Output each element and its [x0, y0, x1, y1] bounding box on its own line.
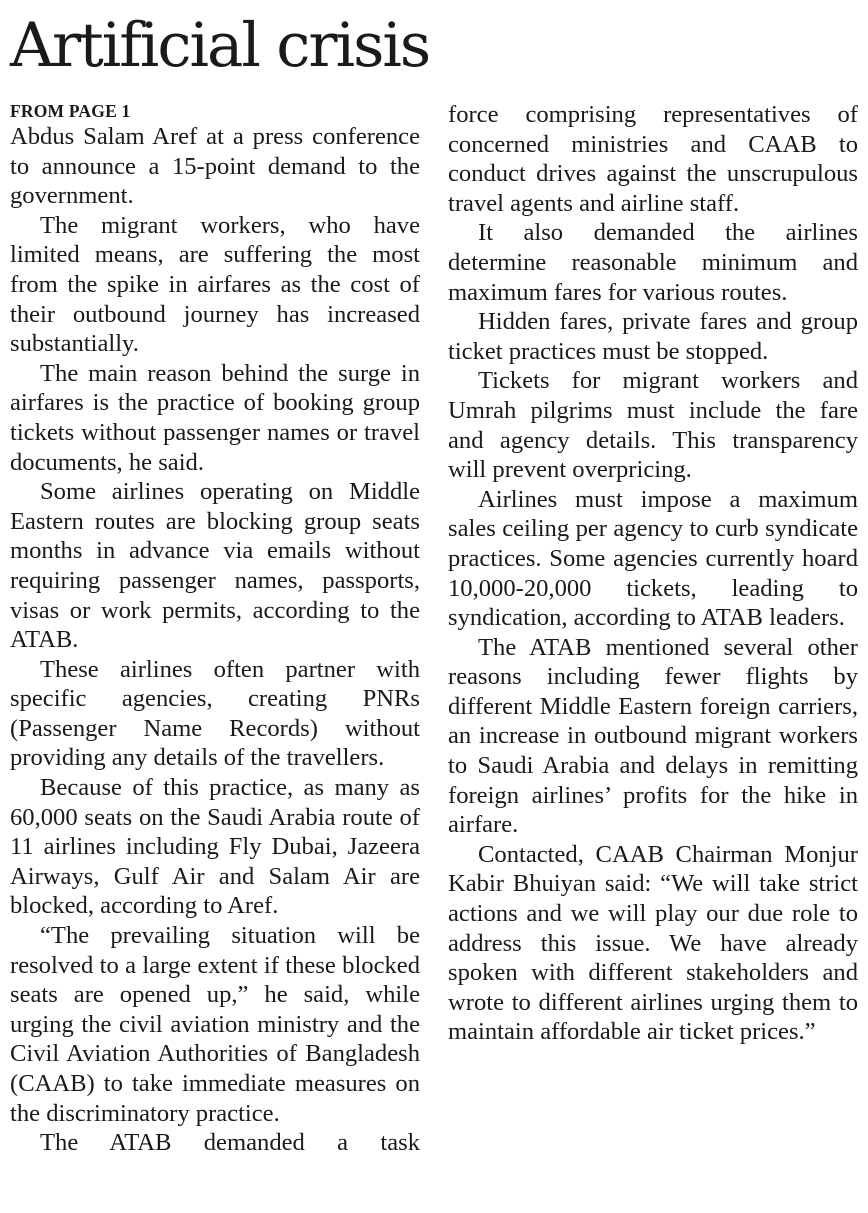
- paragraph: “The prevailing situation will be resolved to a large extent if these blocked seats are opened up,” he said, while urging the civil aviation ministry and the Civil Aviation Authorities of Bangladesh (CAAB) to take immediate measures on the discriminatory practice.: [10, 922, 420, 1127]
- paragraph: Because of this practice, as many as 60,000 seats on the Saudi Arabia route of 11 airlines including Fly Dubai, Jazeera Airways, Gulf Air and Salam Air are blocked, according to Aref.: [10, 774, 420, 920]
- paragraph: It also demanded the airlines determine reasonable minimum and maximum fares for various routes.: [448, 219, 858, 306]
- kicker-from-page: FROM PAGE 1: [10, 101, 131, 121]
- paragraph: The migrant workers, who have limited means, are suffering the most from the spike in airfares as the cost of their outbound journey has increased substantially.: [10, 211, 420, 358]
- article-column-left: [10, 100, 420, 1158]
- paragraph: The ATAB mentioned several other reasons including fewer flights by different Middle Eastern foreign carriers, an increase in outbound migrant workers to Saudi Arabia and delays in remitting foreign airlines’ profits for the hike in airfare.: [448, 633, 858, 839]
- paragraph: Hidden fares, private fares and group ticket practices must be stopped.: [448, 308, 858, 365]
- article-column-right: [448, 100, 858, 1047]
- paragraph: Contacted, CAAB Chairman Monjur Kabir Bhuiyan said: “We will take strict actions and we will play our due role to address this issue. We have already spoken with different stakeholders and wrote to different airlines urging them to maintain affordable air ticket prices.”: [448, 840, 858, 1046]
- paragraph: Airlines must impose a maximum sales ceiling per agency to curb syndicate practices. Some agencies currently hoard 10,000-20,000 tickets, leading to syndication, according to ATAB leaders.: [448, 485, 858, 632]
- paragraph: The main reason behind the surge in airfares is the practice of booking group tickets without passenger names or travel documents, he said.: [10, 359, 420, 476]
- paragraph: Abdus Salam Aref at a press conference to announce a 15-point demand to the government.: [10, 123, 420, 210]
- paragraph: Tickets for migrant workers and Umrah pilgrims must include the fare and agency details. This transparency will prevent overpricing.: [448, 367, 858, 484]
- paragraph: Some airlines operating on Middle Eastern routes are blocking group seats months in advance via emails without requiring passenger names, passports, visas or work permits, according to the ATAB.: [10, 478, 420, 654]
- paragraph: These airlines often partner with specific agencies, creating PNRs (Passenger Name Records) without providing any details of the travellers.: [10, 655, 420, 772]
- paragraph-continuation: force comprising representatives of concerned ministries and CAAB to conduct drives against the unscrupulous travel agents and airline staff.: [448, 101, 858, 217]
- headline: Artificial crisis: [10, 10, 430, 81]
- paragraph-continued: The ATAB demanded a task: [40, 1129, 420, 1157]
